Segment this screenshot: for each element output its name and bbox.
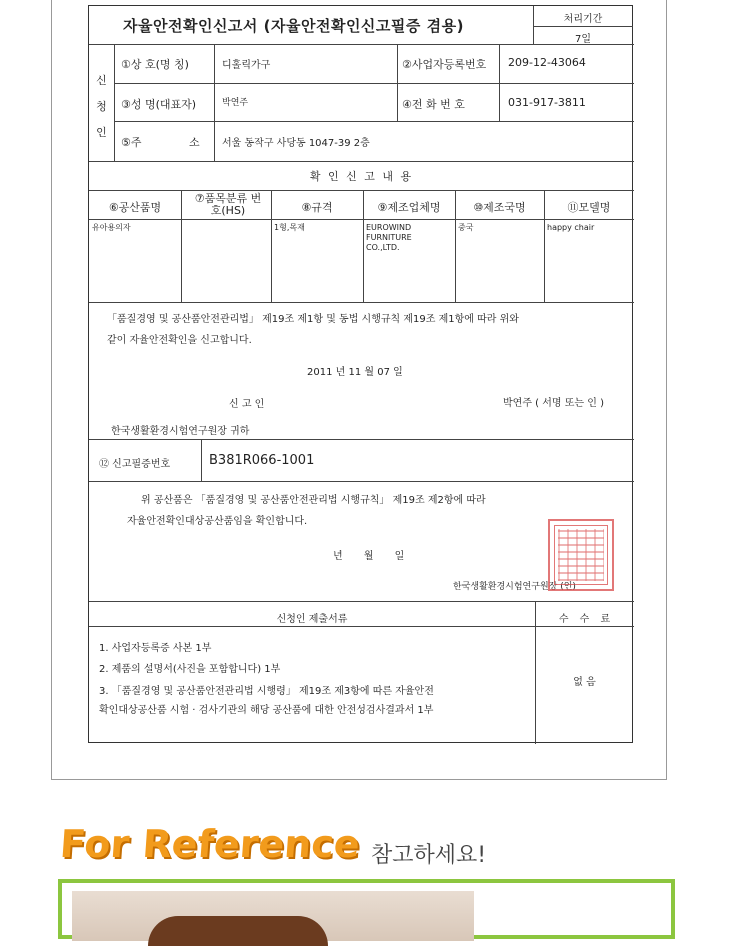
fee-header: 수 수 료 bbox=[558, 614, 611, 625]
cell-spec: 1형,목재 bbox=[274, 223, 305, 232]
col-product-name: ⑥공산품명 bbox=[108, 201, 162, 214]
doc-item-3-cont: 확인대상공산품 시험 · 검사기관의 해당 공산품에 대한 안전성검사결과서 1부 bbox=[99, 705, 434, 716]
cell-manufacturer: EUROWIND FURNITURE CO.,LTD. bbox=[366, 223, 412, 252]
col-manufacturer: ⑨제조업체명 bbox=[377, 201, 441, 214]
phone-value: 031-917-3811 bbox=[508, 96, 586, 109]
safety-confirmation-form bbox=[88, 5, 633, 743]
address-value: 서울 동작구 사당동 1047-39 2층 bbox=[222, 138, 370, 149]
col-spec: ⑧규격 bbox=[301, 201, 333, 214]
cell-model: happy chair bbox=[547, 223, 595, 232]
fee-value: 없 음 bbox=[573, 677, 596, 688]
col-model: ⑪모델명 bbox=[567, 201, 611, 214]
col-hs-code: ⑦품목분류 번호(HS) bbox=[194, 192, 262, 217]
representative-label: ③성 명(대표자) bbox=[121, 98, 197, 111]
confirm-text-2: 자율안전확인대상공산품임을 확인합니다. bbox=[127, 516, 308, 527]
doc-item-2: 2. 제품의 설명서(사진을 포함합니다) 1부 bbox=[99, 664, 281, 675]
company-value: 디홀릭가구 bbox=[222, 60, 271, 71]
doc-item-3: 3. 「품질경영 및 공산품안전관리법 시행령」 제19조 제3항에 따른 자율안전 bbox=[99, 686, 434, 697]
confirm-text-1: 위 공산품은 「품질경영 및 공산품안전관리법 시행규칙」 제19조 제2항에 따라 bbox=[141, 495, 486, 506]
content-header: 확 인 신 고 내 용 bbox=[309, 170, 414, 183]
representative-value: 박연주 bbox=[222, 98, 249, 108]
doc-item-1: 1. 사업자등록증 사본 1부 bbox=[99, 643, 212, 654]
cert-number-value: B381R066-1001 bbox=[209, 453, 315, 468]
bizno-label: ②사업자등록번호 bbox=[402, 58, 487, 71]
processing-period-value: 7일 bbox=[574, 34, 592, 45]
for-reference-subtitle: 참고하세요! bbox=[371, 843, 487, 868]
addressee: 한국생활환경시험연구원장 귀하 bbox=[111, 426, 250, 437]
official-seal-stamp bbox=[548, 519, 614, 591]
declaration-text-2: 같이 자율안전확인을 신고합니다. bbox=[107, 335, 252, 346]
reference-photo-furniture bbox=[148, 916, 328, 946]
confirm-date: 년 월 일 bbox=[333, 551, 405, 562]
declaration-text-1: 「품질경영 및 공산품안전관리법」 제19조 제1항 및 동법 시행규칙 제19조 제1항에 따라 위와 bbox=[107, 314, 519, 325]
applicant-side-label: 신 청 인 bbox=[96, 74, 107, 139]
bizno-value: 209-12-43064 bbox=[508, 56, 586, 69]
company-label: ①상 호(명 칭) bbox=[121, 58, 189, 71]
declarant-value: 박연주 ( 서명 또는 인 ) bbox=[503, 398, 604, 409]
cell-product-name: 유아용의자 bbox=[92, 223, 131, 232]
cert-number-label: ⑫ 신고필증번호 bbox=[99, 459, 171, 470]
col-country: ⑩제조국명 bbox=[473, 201, 526, 214]
declaration-date: 2011 년 11 월 07 일 bbox=[307, 367, 403, 378]
form-title: 자율안전확인신고서 (자율안전확인신고필증 겸용) bbox=[123, 17, 464, 35]
for-reference-title: For Reference bbox=[58, 822, 362, 866]
address-label: ⑤주 소 bbox=[121, 136, 200, 149]
declarant-label: 신 고 인 bbox=[229, 399, 265, 410]
cell-country: 중국 bbox=[458, 223, 474, 232]
docs-header: 신청인 제출서류 bbox=[276, 614, 348, 625]
confirm-signer: 한국생활환경시험연구원장 (인) bbox=[453, 582, 576, 592]
processing-period-label: 처리기간 bbox=[563, 14, 603, 25]
phone-label: ④전 화 번 호 bbox=[402, 98, 465, 111]
